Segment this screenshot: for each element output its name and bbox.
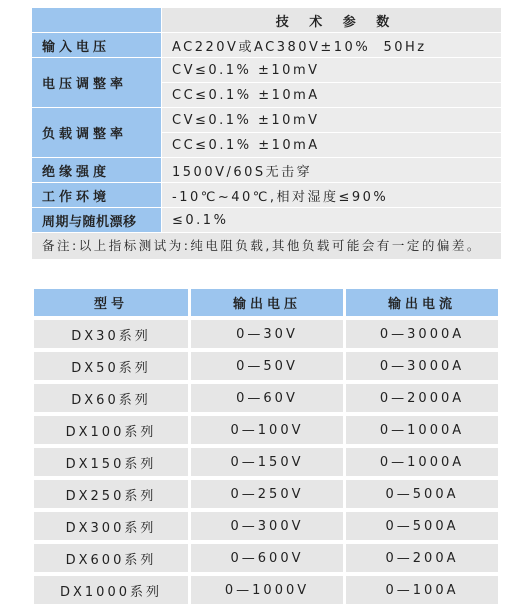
model-name-cell: DX150系列 bbox=[34, 448, 188, 476]
output-current-cell: 0—2000A bbox=[346, 384, 498, 412]
spec-param-label: 工作环境 bbox=[32, 183, 162, 208]
model-name-cell: DX50系列 bbox=[34, 352, 188, 380]
output-voltage-cell: 0—150V bbox=[191, 448, 343, 476]
output-current-cell: 0—1000A bbox=[346, 416, 498, 444]
spec-value: CC≤0.1% ±10mA bbox=[162, 83, 502, 108]
spec-param-label: 绝缘强度 bbox=[32, 158, 162, 183]
output-voltage-cell: 0—250V bbox=[191, 480, 343, 508]
output-current-cell: 0—200A bbox=[346, 544, 498, 572]
spec-note: 备注:以上指标测试为:纯电阻负载,其他负载可能会有一定的偏差。 bbox=[32, 233, 502, 260]
spec-row bbox=[32, 208, 502, 233]
model-row bbox=[34, 512, 498, 540]
model-row bbox=[34, 320, 498, 348]
model-name-cell: DX100系列 bbox=[34, 416, 188, 444]
spec-value: CV≤0.1% ±10mV bbox=[162, 58, 502, 83]
spec-param-label: 周期与随机漂移 bbox=[32, 208, 162, 233]
output-current-cell: 0—3000A bbox=[346, 352, 498, 380]
spec-row bbox=[32, 183, 502, 208]
spec-row bbox=[32, 158, 502, 183]
output-current-cell: 0—500A bbox=[346, 512, 498, 540]
output-voltage-cell: 0—30V bbox=[191, 320, 343, 348]
model-row bbox=[34, 384, 498, 412]
output-current-cell: 0—1000A bbox=[346, 448, 498, 476]
spec-title: 技 术 参 数 bbox=[162, 8, 502, 33]
spec-table bbox=[31, 7, 502, 260]
spec-row bbox=[32, 33, 502, 58]
spec-param-label: 输入电压 bbox=[32, 33, 162, 58]
model-row bbox=[34, 544, 498, 572]
model-header-cell: 输出电压 bbox=[191, 289, 343, 316]
output-current-cell: 0—500A bbox=[346, 480, 498, 508]
model-name-cell: DX250系列 bbox=[34, 480, 188, 508]
spec-param-label: 电压调整率 bbox=[32, 58, 162, 108]
spec-header-corner bbox=[32, 8, 162, 33]
model-name-cell: DX1000系列 bbox=[34, 576, 188, 604]
spec-header-row bbox=[32, 8, 502, 33]
model-row bbox=[34, 448, 498, 476]
model-row bbox=[34, 480, 498, 508]
spec-row bbox=[32, 108, 502, 133]
output-voltage-cell: 0—300V bbox=[191, 512, 343, 540]
spec-param-label: 负载调整率 bbox=[32, 108, 162, 158]
output-voltage-cell: 0—60V bbox=[191, 384, 343, 412]
spec-note-row bbox=[32, 233, 502, 260]
model-header-cell: 输出电流 bbox=[346, 289, 498, 316]
output-voltage-cell: 0—1000V bbox=[191, 576, 343, 604]
output-current-cell: 0—100A bbox=[346, 576, 498, 604]
model-row bbox=[34, 416, 498, 444]
model-table bbox=[31, 285, 501, 608]
model-name-cell: DX300系列 bbox=[34, 512, 188, 540]
spec-value: CC≤0.1% ±10mA bbox=[162, 133, 502, 158]
model-row bbox=[34, 352, 498, 380]
model-header-row bbox=[34, 289, 498, 316]
output-voltage-cell: 0—600V bbox=[191, 544, 343, 572]
model-name-cell: DX600系列 bbox=[34, 544, 188, 572]
output-current-cell: 0—3000A bbox=[346, 320, 498, 348]
spec-value: AC220V或AC380V±10% 50Hz bbox=[162, 33, 502, 58]
spec-value: ≤0.1% bbox=[162, 208, 502, 233]
spec-value: -10℃~40℃,相对湿度≤90% bbox=[162, 183, 502, 208]
model-name-cell: DX60系列 bbox=[34, 384, 188, 412]
spec-value: CV≤0.1% ±10mV bbox=[162, 108, 502, 133]
spec-row bbox=[32, 58, 502, 83]
output-voltage-cell: 0—100V bbox=[191, 416, 343, 444]
output-voltage-cell: 0—50V bbox=[191, 352, 343, 380]
spec-value: 1500V/60S无击穿 bbox=[162, 158, 502, 183]
model-name-cell: DX30系列 bbox=[34, 320, 188, 348]
model-header-cell: 型号 bbox=[34, 289, 188, 316]
